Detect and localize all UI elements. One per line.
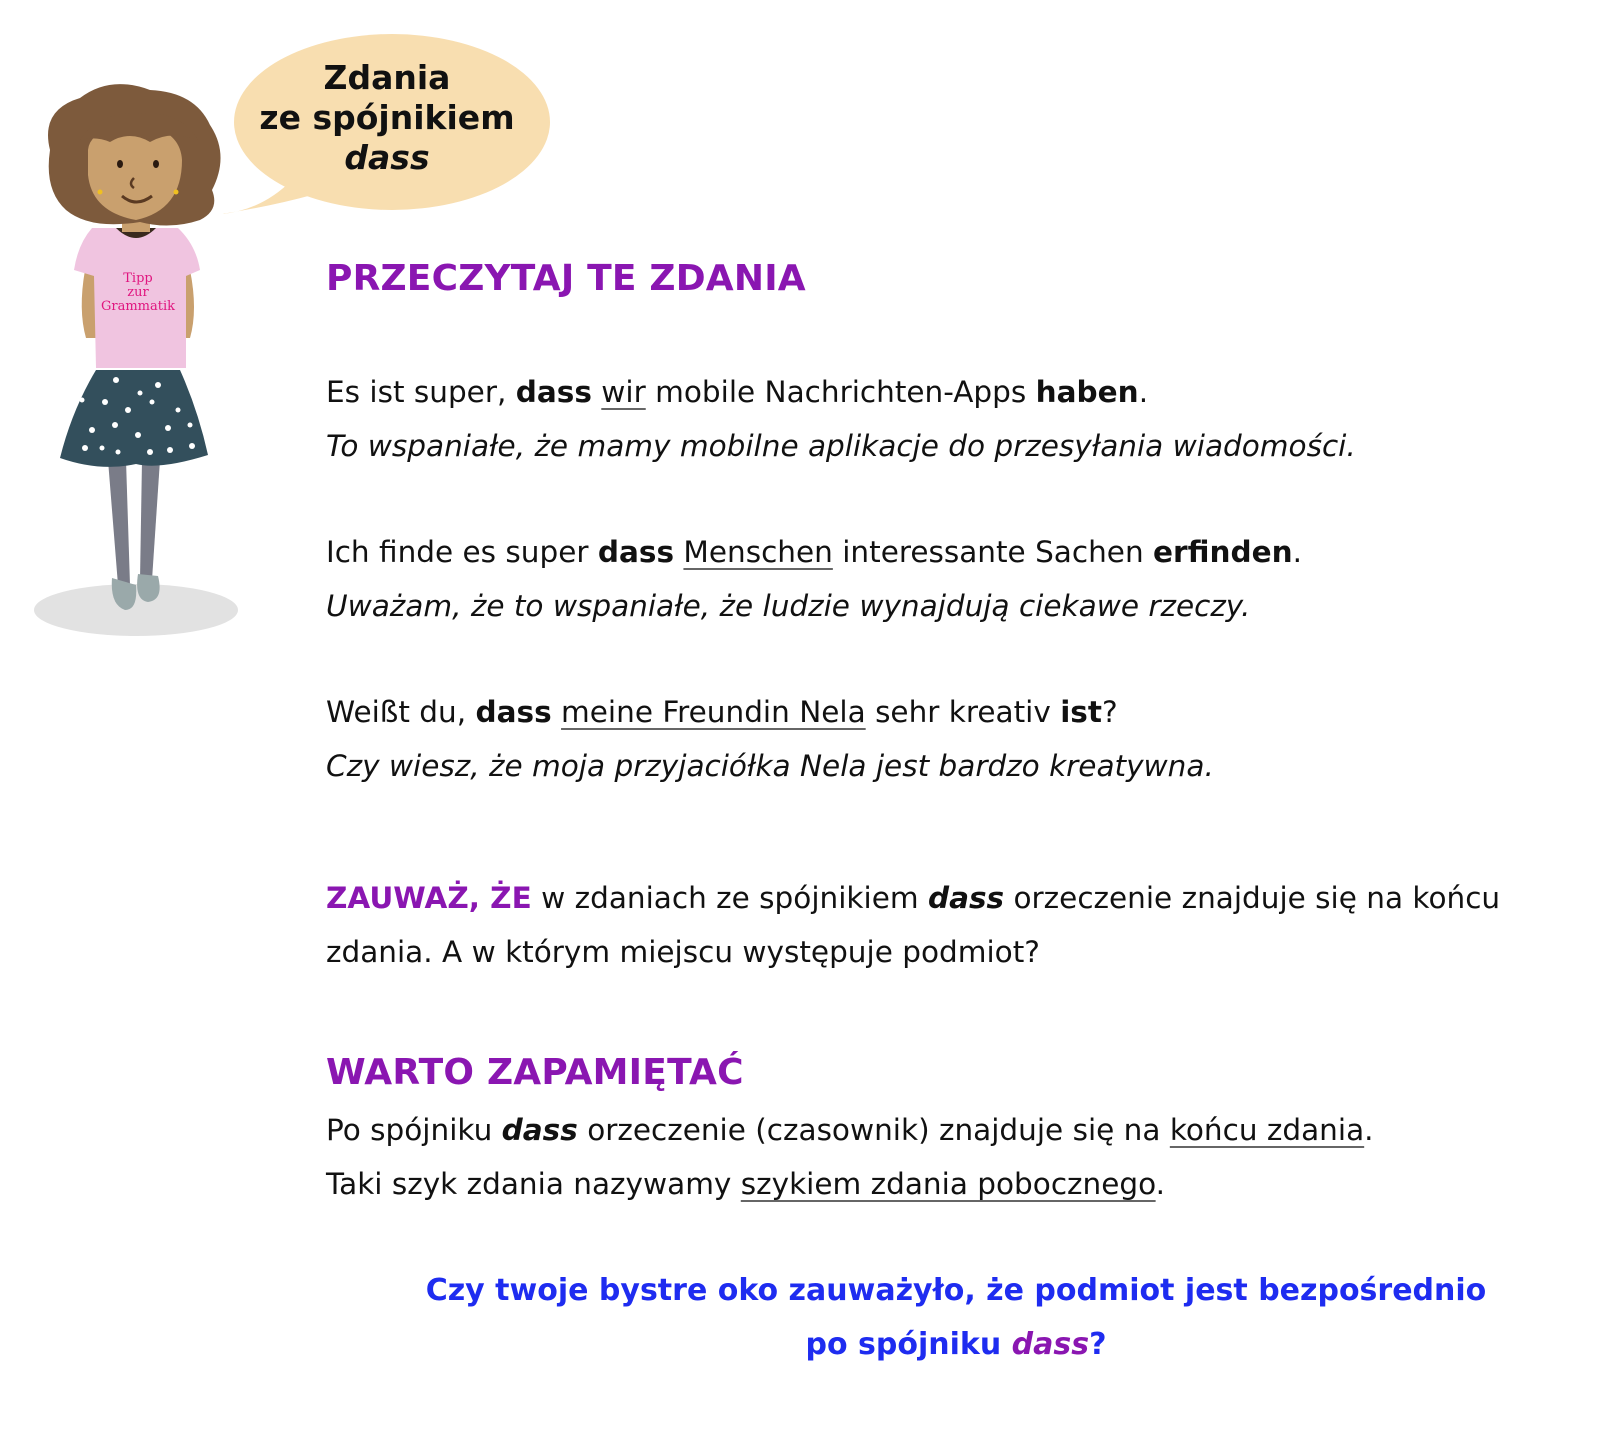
svg-text:zur: zur — [127, 285, 149, 300]
bubble-line-1: Zdania — [323, 58, 451, 97]
verb: ist — [1060, 695, 1102, 729]
polish-translation-1: To wspaniałe, że mamy mobilne aplikacje do przesyłania wiadomości. — [326, 429, 1356, 463]
text-segment: po spójniku — [805, 1327, 1012, 1362]
text-segment: mobile Nachrichten-Apps — [645, 375, 1036, 409]
verb: erfinden — [1153, 535, 1293, 569]
text-segment: sehr kreativ — [865, 695, 1061, 729]
section-heading-remember: WARTO ZAPAMIĘTAĆ — [326, 1052, 744, 1093]
bubble-title — [232, 58, 542, 178]
text-segment: w zdaniach ze spójnikiem — [531, 881, 928, 915]
underlined-term: końcu zdania — [1169, 1113, 1365, 1147]
german-sentence-3 — [326, 692, 1118, 732]
remember-line-2 — [326, 1164, 1165, 1204]
text-segment: Es ist super, — [326, 375, 516, 409]
text-segment: interessante Sachen — [832, 535, 1154, 569]
subject: Menschen — [683, 535, 833, 569]
note-label: ZAUWAŻ, ŻE — [326, 881, 532, 915]
girl-character-icon — [30, 80, 250, 650]
bubble-line-3: dass — [344, 138, 430, 177]
bubble-line-2: ze spójnikiem — [259, 98, 515, 137]
text-segment: Taki szyk zdania nazywamy — [326, 1167, 741, 1201]
text-segment: Ich finde es super — [326, 535, 598, 569]
speech-bubble — [222, 30, 552, 220]
remember-line-1 — [326, 1110, 1374, 1150]
subject: meine Freundin Nela — [561, 695, 866, 729]
question-line-2 — [326, 1318, 1586, 1372]
text-segment: . — [1155, 1167, 1166, 1201]
text-segment: orzeczenie znajduje się na końcu — [1004, 881, 1501, 915]
conjunction: dass — [515, 375, 592, 409]
conjunction: dass — [597, 535, 675, 569]
text-segment — [674, 535, 683, 569]
text-segment: ? — [1101, 695, 1118, 729]
closing-question — [326, 1264, 1586, 1372]
svg-text:Grammatik: Grammatik — [100, 299, 176, 314]
text-segment — [552, 695, 561, 729]
conjunction: dass — [1011, 1327, 1090, 1362]
text-segment: . — [1292, 535, 1302, 569]
question-line-1: Czy twoje bystre oko zauważyło, że podmiot jest bezpośrednio — [425, 1273, 1487, 1308]
subject: wir — [601, 375, 646, 409]
note-line-1 — [326, 878, 1500, 918]
text-segment: . — [1138, 375, 1149, 409]
underlined-term: szykiem zdania pobocznego — [740, 1167, 1156, 1201]
text-segment: ? — [1089, 1327, 1107, 1362]
german-sentence-2 — [326, 532, 1302, 572]
conjunction: dass — [475, 695, 552, 729]
section-heading-read: PRZECZYTAJ TE ZDANIA — [326, 258, 806, 299]
text-segment — [592, 375, 601, 409]
german-sentence-1 — [326, 372, 1148, 412]
text-segment: orzeczenie (czasownik) znajduje się na — [577, 1113, 1170, 1147]
text-segment: Po spójniku — [326, 1113, 502, 1147]
text-segment: . — [1364, 1113, 1374, 1147]
girl-illustration — [30, 80, 250, 650]
shirt-text-1: Tipp — [123, 271, 153, 286]
conjunction: dass — [927, 881, 1005, 915]
polish-translation-3: Czy wiesz, że moja przyjaciółka Nela jest bardzo kreatywna. — [326, 749, 1214, 783]
text-segment: Weißt du, — [326, 695, 476, 729]
conjunction: dass — [501, 1113, 578, 1147]
verb: haben — [1035, 375, 1139, 409]
note-line-2: zdania. A w którym miejscu występuje podmiot? — [326, 935, 1040, 969]
polish-translation-2: Uważam, że to wspaniałe, że ludzie wynajdują ciekawe rzeczy. — [326, 589, 1251, 623]
